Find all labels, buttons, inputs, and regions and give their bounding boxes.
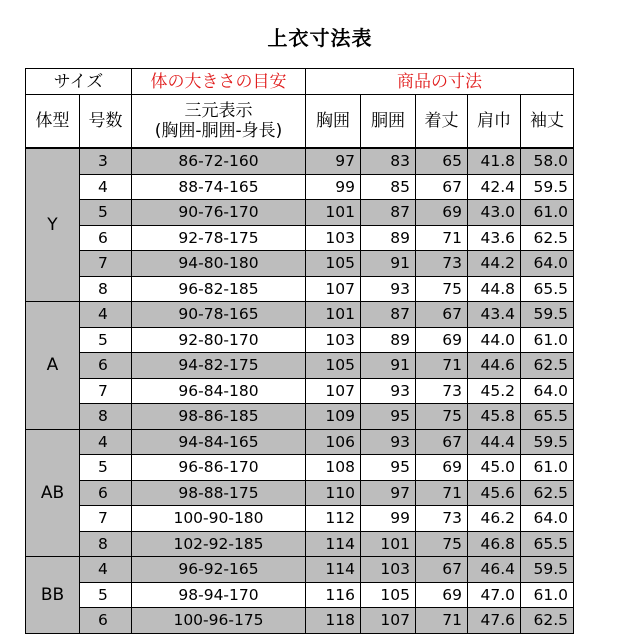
length-cell: 69 <box>416 200 468 226</box>
waist-cell: 103 <box>361 557 416 583</box>
size-number-cell: 8 <box>80 404 132 430</box>
table-row <box>26 302 574 328</box>
sanmoto-cell: 96-86-170 <box>132 455 306 481</box>
length-header: 着丈 <box>416 95 468 149</box>
sanmoto-cell: 94-82-175 <box>132 353 306 379</box>
waist-cell: 105 <box>361 582 416 608</box>
table-row <box>26 582 574 608</box>
table-row <box>26 455 574 481</box>
sleeve-cell: 62.5 <box>521 225 574 251</box>
table-row <box>26 353 574 379</box>
shoulder-cell: 45.6 <box>468 480 521 506</box>
size-number-cell: 3 <box>80 148 132 174</box>
length-cell: 67 <box>416 302 468 328</box>
sleeve-cell: 61.0 <box>521 200 574 226</box>
sanmoto-cell: 86-72-160 <box>132 148 306 174</box>
chest-cell: 110 <box>306 480 361 506</box>
table-row <box>26 378 574 404</box>
size-number-cell: 4 <box>80 557 132 583</box>
body-type-cell: AB <box>26 429 80 557</box>
sanmoto-cell: 90-78-165 <box>132 302 306 328</box>
size-number-cell: 8 <box>80 531 132 557</box>
size-number-cell: 7 <box>80 506 132 532</box>
table-row <box>26 148 574 174</box>
sanmoto-cell: 94-80-180 <box>132 251 306 277</box>
length-cell: 67 <box>416 174 468 200</box>
chest-cell: 99 <box>306 174 361 200</box>
sanmoto-cell: 102-92-185 <box>132 531 306 557</box>
waist-cell: 93 <box>361 378 416 404</box>
waist-cell: 107 <box>361 608 416 634</box>
length-cell: 69 <box>416 327 468 353</box>
chest-cell: 106 <box>306 429 361 455</box>
table-row <box>26 506 574 532</box>
sleeve-cell: 61.0 <box>521 455 574 481</box>
chest-cell: 103 <box>306 225 361 251</box>
shoulder-cell: 47.6 <box>468 608 521 634</box>
waist-cell: 91 <box>361 251 416 277</box>
sleeve-cell: 59.5 <box>521 429 574 455</box>
length-cell: 71 <box>416 480 468 506</box>
chest-cell: 114 <box>306 531 361 557</box>
waist-cell: 95 <box>361 404 416 430</box>
sleeve-cell: 62.5 <box>521 480 574 506</box>
sleeve-cell: 61.0 <box>521 327 574 353</box>
chest-cell: 116 <box>306 582 361 608</box>
length-cell: 67 <box>416 557 468 583</box>
waist-cell: 91 <box>361 353 416 379</box>
size-number-cell: 5 <box>80 582 132 608</box>
waist-cell: 83 <box>361 148 416 174</box>
sleeve-cell: 64.0 <box>521 378 574 404</box>
length-cell: 69 <box>416 455 468 481</box>
product-dimensions-header: 商品の寸法 <box>306 69 574 95</box>
chest-cell: 118 <box>306 608 361 634</box>
table-row <box>26 557 574 583</box>
shoulder-cell: 42.4 <box>468 174 521 200</box>
waist-cell: 87 <box>361 200 416 226</box>
waist-cell: 93 <box>361 276 416 302</box>
chest-cell: 101 <box>306 302 361 328</box>
shoulder-cell: 43.6 <box>468 225 521 251</box>
sleeve-cell: 59.5 <box>521 302 574 328</box>
size-number-cell: 6 <box>80 608 132 634</box>
table-row <box>26 429 574 455</box>
size-number-cell: 7 <box>80 251 132 277</box>
size-table-body <box>26 148 574 633</box>
shoulder-cell: 43.0 <box>468 200 521 226</box>
length-cell: 71 <box>416 353 468 379</box>
length-cell: 69 <box>416 582 468 608</box>
sleeve-cell: 59.5 <box>521 557 574 583</box>
table-row <box>26 608 574 634</box>
waist-cell: 85 <box>361 174 416 200</box>
table-row <box>26 327 574 353</box>
shoulder-cell: 44.6 <box>468 353 521 379</box>
waist-cell: 95 <box>361 455 416 481</box>
sanmoto-cell: 98-86-185 <box>132 404 306 430</box>
sanmoto-cell: 100-96-175 <box>132 608 306 634</box>
sleeve-cell: 62.5 <box>521 608 574 634</box>
waist-cell: 97 <box>361 480 416 506</box>
table-row <box>26 276 574 302</box>
shoulder-cell: 46.4 <box>468 557 521 583</box>
chest-cell: 103 <box>306 327 361 353</box>
sleeve-cell: 65.5 <box>521 531 574 557</box>
waist-header: 胴囲 <box>361 95 416 149</box>
length-cell: 75 <box>416 276 468 302</box>
chest-cell: 105 <box>306 251 361 277</box>
chest-cell: 108 <box>306 455 361 481</box>
sleeve-cell: 64.0 <box>521 506 574 532</box>
size-number-cell: 7 <box>80 378 132 404</box>
size-number-cell: 6 <box>80 225 132 251</box>
shoulder-cell: 41.8 <box>468 148 521 174</box>
waist-cell: 101 <box>361 531 416 557</box>
sleeve-cell: 61.0 <box>521 582 574 608</box>
sleeve-header: 袖丈 <box>521 95 574 149</box>
number-header: 号数 <box>80 95 132 149</box>
page-title: 上衣寸法表 <box>267 26 373 50</box>
table-row <box>26 251 574 277</box>
size-number-cell: 6 <box>80 353 132 379</box>
body-type-cell: Y <box>26 148 80 302</box>
sleeve-cell: 62.5 <box>521 353 574 379</box>
shoulder-cell: 45.2 <box>468 378 521 404</box>
size-number-cell: 4 <box>80 174 132 200</box>
table-row <box>26 480 574 506</box>
sanmoto-cell: 100-90-180 <box>132 506 306 532</box>
waist-cell: 89 <box>361 225 416 251</box>
chest-cell: 107 <box>306 276 361 302</box>
sanmoto-cell: 94-84-165 <box>132 429 306 455</box>
sanmoto-header-line2: (胸囲-胴囲-身長) <box>154 121 283 141</box>
sleeve-cell: 64.0 <box>521 251 574 277</box>
chest-header: 胸囲 <box>306 95 361 149</box>
header-row-2 <box>26 95 574 149</box>
size-number-cell: 5 <box>80 455 132 481</box>
chest-cell: 101 <box>306 200 361 226</box>
table-row <box>26 225 574 251</box>
sanmoto-cell: 96-84-180 <box>132 378 306 404</box>
table-row <box>26 404 574 430</box>
chest-cell: 107 <box>306 378 361 404</box>
length-cell: 71 <box>416 225 468 251</box>
shoulder-cell: 44.8 <box>468 276 521 302</box>
shoulder-cell: 43.4 <box>468 302 521 328</box>
shoulder-cell: 44.2 <box>468 251 521 277</box>
waist-cell: 87 <box>361 302 416 328</box>
waist-cell: 99 <box>361 506 416 532</box>
sleeve-cell: 65.5 <box>521 276 574 302</box>
size-number-cell: 6 <box>80 480 132 506</box>
chest-cell: 114 <box>306 557 361 583</box>
chest-cell: 109 <box>306 404 361 430</box>
chest-cell: 112 <box>306 506 361 532</box>
size-number-cell: 4 <box>80 429 132 455</box>
size-number-cell: 8 <box>80 276 132 302</box>
table-row <box>26 200 574 226</box>
sleeve-cell: 59.5 <box>521 174 574 200</box>
body-type-cell: BB <box>26 557 80 634</box>
sanmoto-cell: 90-76-170 <box>132 200 306 226</box>
shoulder-header: 肩巾 <box>468 95 521 149</box>
length-cell: 73 <box>416 251 468 277</box>
sanmoto-cell: 98-94-170 <box>132 582 306 608</box>
chest-cell: 105 <box>306 353 361 379</box>
shoulder-cell: 46.2 <box>468 506 521 532</box>
size-header: サイズ <box>26 69 132 95</box>
shoulder-cell: 46.8 <box>468 531 521 557</box>
sanmoto-cell: 96-92-165 <box>132 557 306 583</box>
sanmoto-cell: 92-80-170 <box>132 327 306 353</box>
size-table <box>25 68 574 634</box>
length-cell: 75 <box>416 531 468 557</box>
length-cell: 67 <box>416 429 468 455</box>
table-row <box>26 531 574 557</box>
shoulder-cell: 44.4 <box>468 429 521 455</box>
sleeve-cell: 65.5 <box>521 404 574 430</box>
length-cell: 71 <box>416 608 468 634</box>
sanmoto-cell: 96-82-185 <box>132 276 306 302</box>
waist-cell: 93 <box>361 429 416 455</box>
header-row-1 <box>26 69 574 95</box>
shoulder-cell: 44.0 <box>468 327 521 353</box>
waist-cell: 89 <box>361 327 416 353</box>
sanmoto-cell: 98-88-175 <box>132 480 306 506</box>
sanmoto-header <box>132 95 306 149</box>
shoulder-cell: 45.0 <box>468 455 521 481</box>
body-guide-header: 体の大きさの目安 <box>132 69 306 95</box>
sanmoto-header-line1: 三元表示 <box>184 101 253 121</box>
length-cell: 73 <box>416 378 468 404</box>
length-cell: 75 <box>416 404 468 430</box>
sanmoto-cell: 88-74-165 <box>132 174 306 200</box>
table-row <box>26 174 574 200</box>
type-header: 体型 <box>26 95 80 149</box>
shoulder-cell: 47.0 <box>468 582 521 608</box>
shoulder-cell: 45.8 <box>468 404 521 430</box>
length-cell: 65 <box>416 148 468 174</box>
sanmoto-cell: 92-78-175 <box>132 225 306 251</box>
chest-cell: 97 <box>306 148 361 174</box>
size-number-cell: 5 <box>80 327 132 353</box>
body-type-cell: A <box>26 302 80 430</box>
size-number-cell: 5 <box>80 200 132 226</box>
size-number-cell: 4 <box>80 302 132 328</box>
length-cell: 73 <box>416 506 468 532</box>
sleeve-cell: 58.0 <box>521 148 574 174</box>
